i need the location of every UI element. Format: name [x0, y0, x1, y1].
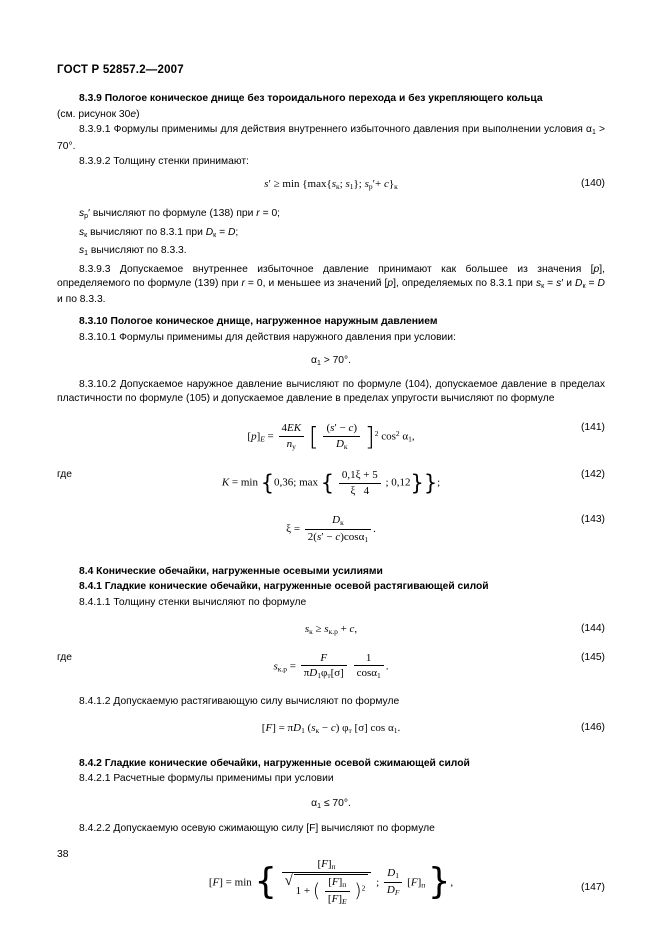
- paragraph-8-4-2-1: 8.4.2.1 Расчетные формулы применимы при условии: [79, 773, 334, 785]
- note-s-1: $s_1$ вычисляют по 8.3.3.: [79, 245, 187, 258]
- formula-143-row: [57, 514, 605, 545]
- formula-145-row: [57, 652, 605, 681]
- formula-146: $[F] = \pi D_1$ $(s_к - c)$ $\varphi_т$ [σ] $\cos \alpha_1$.: [261, 721, 401, 735]
- section-heading-8-3-9: 8.3.9 Пологое коническое днище без тороидального перехода и без укрепляющего кольца: [79, 93, 543, 104]
- formula-140: $s' \ge \min \{\max\{s_к$; $s_1$}; $s_р'+ c\}_к$: [264, 178, 398, 192]
- note-s-k: $s_к$ вычисляют по 8.3.1 при $D_к = D$;: [79, 226, 239, 239]
- formula-144-row: [57, 623, 605, 639]
- condition-alpha-le-70: $\alpha_1 \le 70^\circ$.: [311, 797, 351, 810]
- gde-label-145: где: [57, 651, 73, 663]
- paragraph-8-4-1-2: 8.4.1.2 Допускаемую растягивающую силу вычисляют по формуле: [79, 696, 400, 708]
- gde-label-142: где: [57, 468, 73, 480]
- section-heading-8-4-2: 8.4.2 Гладкие конические обечайки, нагруженные осевой сжимающей силой: [79, 757, 470, 769]
- formula-142: K = min {0,36; max { $\frac{0,1\xi + 5}{\xi 4}$ ; 0,12}};: [221, 468, 441, 497]
- note-s-r-prime: $s_р'$ вычисляют по формуле (138) при r = 0;: [79, 208, 281, 221]
- page-number: 38: [57, 849, 69, 860]
- formula-141: $[p]_E$ = $\frac{4EK}{n_у}$ [ $\frac{(s' - c)}{D_к}$ ]$^2$ $\cos^2 \alpha_1$,: [247, 421, 415, 452]
- paragraph-8-4-2-2: 8.4.2.2 Допускаемую осевую сжимающую силу [F] вычисляют по формуле: [79, 823, 435, 834]
- formula-145: $s_{к.р}$ = $\frac{F}{\pi D_1\varphi_т[\sigma]}$ $\frac{1}{\cos\alpha_1}$ .: [273, 651, 389, 681]
- formula-147-number: (147): [580, 881, 605, 893]
- paragraph-8-3-10-1: 8.3.10.1 Формулы применимы для действия наружного давления при условии:: [79, 331, 456, 343]
- paragraph-8-3-9-1: 8.3.9.1 Формулы применимы для действия внутреннего избыточного давления при выполнении условия $\alpha_1 > 70^\circ$.: [57, 124, 605, 152]
- section-heading-8-4: 8.4 Конические обечайки, нагруженные осевыми усилиями: [79, 565, 383, 577]
- formula-141-row: [57, 422, 605, 451]
- paragraph-8-3-10-2: 8.3.10.2 Допускаемое наружное давление вычисляют по формуле (104), допускаемое давление в пределах пластичности по формуле (105) и допускаемое давление в пределах упругости вычисляют по формуле: [57, 379, 605, 404]
- formula-141-number: (141): [580, 422, 605, 434]
- section-heading-8-4-1: 8.4.1 Гладкие конические обечайки, нагруженные осевой растягивающей силой: [79, 581, 489, 593]
- standard-header: ГОСТ Р 52857.2—2007: [57, 64, 184, 76]
- paragraph-8-3-9-3: 8.3.9.3 Допускаемое внутреннее избыточное давление принимают как большее из значения [p], определяемого по формуле (139) при r = 0, и меньшее из значений [p], определяемых по 8.3.1 при $s_к = s'$ и $D_к = D$ и по 8.3.3.: [57, 264, 605, 306]
- figure-reference-note: (см. рисунок 30е): [57, 108, 140, 120]
- formula-143: ξ = $\frac{D_к}{2(s' - c)\cos\alpha_1}$ .: [286, 514, 376, 545]
- formula-147: [F] = min { $[F]_п$ √ 1 + ( $\frac{[F]_п}{[F]_E}$ )$^2$ ; $\frac{D_1}{D_F}$ $[F]_п$ },: [57, 858, 605, 907]
- paragraph-8-3-9-2: 8.3.9.2 Толщину стенки принимают:: [79, 156, 249, 168]
- page-content: [57, 92, 605, 917]
- condition-alpha-gt-70: $\alpha_1 > 70^\circ$.: [310, 355, 352, 368]
- formula-142-number: (142): [580, 468, 605, 480]
- formula-146-number: (146): [580, 721, 605, 733]
- formula-140-number: (140): [580, 178, 605, 190]
- formula-144: $s_к \ge s_{к.р} + c$,: [304, 622, 358, 636]
- formula-144-number: (144): [580, 622, 605, 634]
- formula-143-number: (143): [580, 514, 605, 526]
- formula-147-row: [57, 858, 605, 907]
- paragraph-8-4-1-1: 8.4.1.1 Толщину стенки вычисляют по формуле: [79, 597, 307, 609]
- formula-145-number: (145): [580, 651, 605, 663]
- formula-140-row: [57, 178, 605, 194]
- formula-146-row: [57, 722, 605, 738]
- section-heading-8-3-10: 8.3.10 Пологое коническое днище, нагруженное наружным давлением: [79, 316, 438, 327]
- formula-142-row: [57, 469, 605, 497]
